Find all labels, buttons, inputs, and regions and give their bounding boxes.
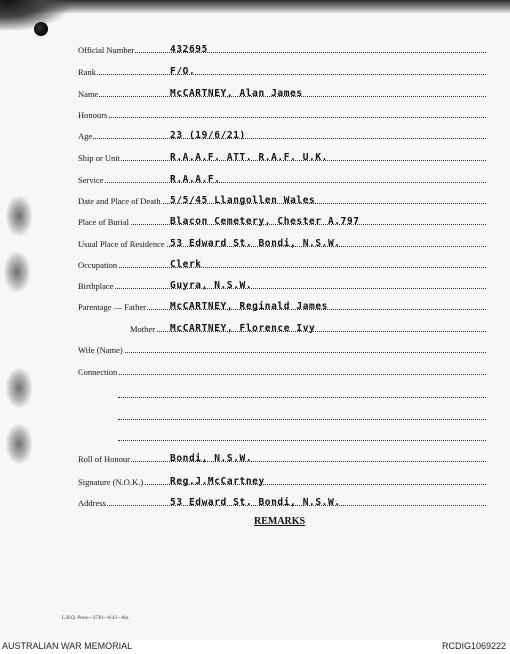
dotted-line bbox=[78, 352, 486, 353]
field-mother bbox=[130, 321, 486, 335]
value-birthplace: Guyra, N.S.W. bbox=[170, 280, 253, 291]
label-connection: Connection bbox=[78, 367, 118, 377]
field-wife bbox=[78, 342, 486, 356]
binding-mark bbox=[6, 368, 32, 408]
value-date-place-death: 5/5/45 Llangollen Wales bbox=[170, 195, 316, 206]
dotted-line bbox=[78, 461, 486, 462]
value-rank: F/O. bbox=[170, 66, 196, 77]
dotted-line bbox=[78, 74, 486, 75]
binding-mark bbox=[4, 252, 30, 292]
label-age: Age bbox=[78, 131, 93, 141]
label-mother: Mother bbox=[130, 324, 156, 334]
label-name: Name bbox=[78, 89, 99, 99]
scan-edge-shadow bbox=[0, 0, 510, 14]
field-service bbox=[78, 172, 486, 186]
punch-hole-icon bbox=[34, 22, 48, 36]
footer-record-id: RCDIG1069222 bbox=[441, 641, 506, 651]
value-usual-residence: 53 Edward St. Bondi, N.S.W. bbox=[170, 238, 341, 249]
field-rank bbox=[78, 64, 486, 78]
label-place-of-burial: Place of Burial bbox=[78, 217, 129, 227]
value-address: 53 Edward St. Bondi, N.S.W. bbox=[170, 497, 341, 508]
dotted-line bbox=[78, 288, 486, 289]
field-usual-residence bbox=[78, 236, 486, 250]
printer-note: L.H.Q. Press—3730—6/43—6m. bbox=[62, 616, 130, 621]
label-usual-residence: Usual Place of Residence bbox=[78, 239, 165, 249]
binding-mark bbox=[6, 424, 32, 464]
label-date-place-death: Date and Place of Death bbox=[78, 196, 161, 206]
value-father: McCARTNEY, Reginald James bbox=[170, 301, 328, 312]
label-wife: Wife (Name) bbox=[78, 345, 123, 355]
connection-line bbox=[118, 439, 486, 441]
value-name: McCARTNEY, Alan James bbox=[170, 88, 303, 99]
field-father bbox=[78, 299, 486, 313]
remarks-heading: REMARKS bbox=[254, 516, 306, 527]
label-occupation: Occupation bbox=[78, 260, 118, 270]
label-father: Parentage — Father bbox=[78, 302, 146, 312]
connection-line bbox=[118, 418, 486, 420]
label-service: Service bbox=[78, 175, 104, 185]
value-ship-or-unit: R.A.A.F. ATT. R.A.F. U.K. bbox=[170, 152, 328, 163]
field-age bbox=[78, 128, 486, 142]
field-place-of-burial bbox=[78, 214, 486, 228]
field-honours bbox=[78, 107, 486, 121]
label-honours: Honours bbox=[78, 110, 108, 120]
field-address bbox=[78, 495, 486, 509]
field-name bbox=[78, 86, 486, 100]
field-official-number bbox=[78, 42, 486, 56]
label-ship-or-unit: Ship or Unit bbox=[78, 153, 121, 163]
dotted-line bbox=[78, 117, 486, 118]
value-place-of-burial: Blacon Cemetery, Chester A.797 bbox=[170, 216, 360, 227]
field-roll-of-honour bbox=[78, 451, 486, 465]
value-occupation: Clerk bbox=[170, 259, 202, 270]
field-occupation bbox=[78, 257, 486, 271]
value-roll-of-honour: Bondi, N.S.W. bbox=[170, 453, 253, 464]
value-mother: McCARTNEY, Florence Ivy bbox=[170, 323, 316, 334]
value-service: R.A.A.F. bbox=[170, 174, 221, 185]
value-age: 23 (19/6/21) bbox=[170, 130, 246, 141]
footer-institution: AUSTRALIAN WAR MEMORIAL bbox=[2, 641, 133, 651]
binding-mark bbox=[6, 196, 32, 236]
field-birthplace bbox=[78, 278, 486, 292]
connection-line bbox=[118, 396, 486, 398]
dotted-line bbox=[78, 138, 486, 139]
dotted-line bbox=[78, 182, 486, 183]
label-address: Address bbox=[78, 498, 106, 508]
value-signature: Reg.J.McCartney bbox=[170, 476, 265, 487]
field-signature bbox=[78, 474, 486, 488]
field-connection bbox=[78, 364, 486, 378]
label-roll-of-honour: Roll of Honour bbox=[78, 454, 130, 464]
label-rank: Rank bbox=[78, 67, 96, 77]
dotted-line bbox=[78, 267, 486, 268]
field-date-place-death bbox=[78, 193, 486, 207]
field-ship-or-unit bbox=[78, 150, 486, 164]
label-signature: Signature (N.O.K.) bbox=[78, 477, 144, 487]
dotted-line bbox=[78, 374, 486, 375]
label-official-number: Official Number bbox=[78, 45, 135, 55]
label-birthplace: Birthplace bbox=[78, 281, 114, 291]
dotted-line bbox=[78, 52, 486, 53]
value-official-number: 432695 bbox=[170, 44, 208, 55]
